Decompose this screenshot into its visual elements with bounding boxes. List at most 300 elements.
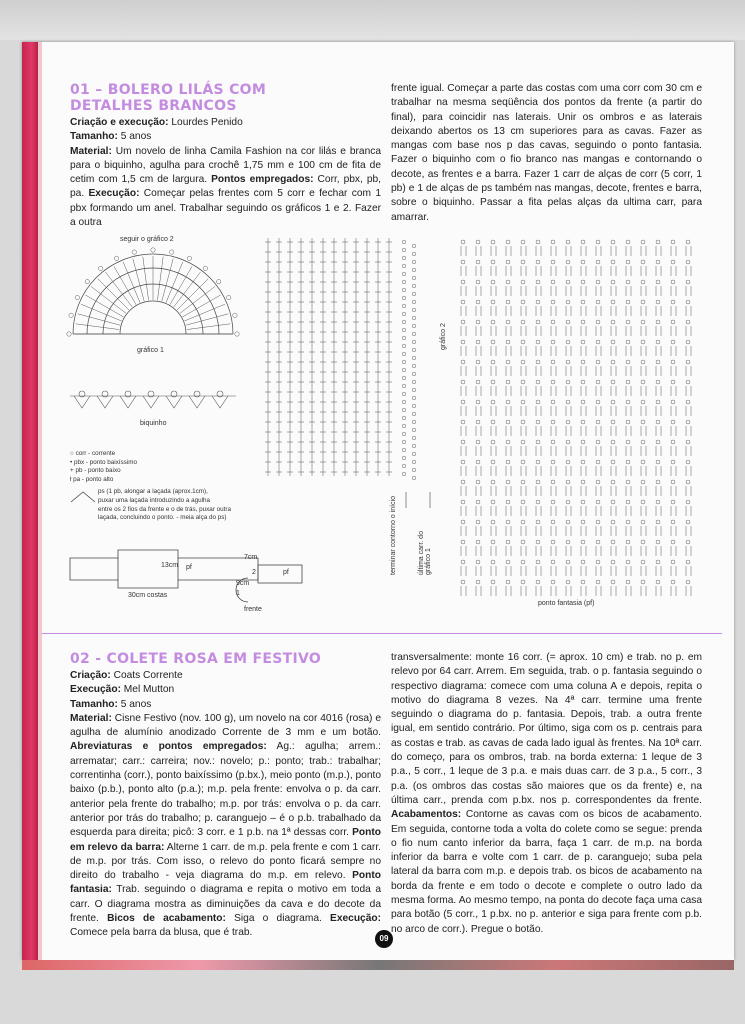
picot-label: Bicos de acabamento: bbox=[107, 913, 226, 925]
pf-chain bbox=[506, 460, 510, 464]
graph2-chain bbox=[402, 280, 406, 284]
execution-text: Começar pelas frentes com 5 corr e fechar com 1 pbx formando um anel. Trabalhar seguindo os gráficos 1 e 2. Fazer a outra bbox=[70, 188, 381, 229]
article1-size bbox=[70, 130, 381, 144]
pf-chain bbox=[476, 480, 480, 484]
picot-mark bbox=[166, 396, 182, 408]
pf-chain bbox=[566, 360, 570, 364]
pf-chain bbox=[521, 260, 525, 264]
pf-chain bbox=[476, 380, 480, 384]
pf-chain bbox=[506, 580, 510, 584]
pf-chain bbox=[566, 440, 570, 444]
pf-chain bbox=[671, 540, 675, 544]
material-label: Material: bbox=[70, 712, 112, 724]
pf-chain bbox=[461, 580, 465, 584]
graph2-chain bbox=[412, 244, 416, 248]
graph2-chain bbox=[402, 432, 406, 436]
legend-text: pa - ponto alto bbox=[73, 475, 114, 483]
label-frente: frente bbox=[244, 606, 262, 613]
pf-chain bbox=[491, 280, 495, 284]
pf-chain bbox=[641, 520, 645, 524]
pf-chain bbox=[521, 240, 525, 244]
pf-chain bbox=[536, 380, 540, 384]
pf-chain bbox=[536, 460, 540, 464]
section-divider bbox=[42, 633, 722, 634]
pf-chain bbox=[656, 480, 660, 484]
graph2-chain bbox=[412, 308, 416, 312]
pf-chain bbox=[626, 520, 630, 524]
pf-chain bbox=[461, 280, 465, 284]
pf-chain bbox=[476, 280, 480, 284]
legend-text: corr - corrente bbox=[75, 450, 116, 457]
graph2-chain bbox=[402, 416, 406, 420]
garment-schematic bbox=[68, 548, 308, 613]
relief-label: Ponto em relevo da barra: bbox=[70, 827, 381, 853]
pf-chain bbox=[491, 340, 495, 344]
label-grafico1: gráfico 1 bbox=[137, 347, 164, 354]
pf-chain bbox=[626, 320, 630, 324]
graph2-chain bbox=[412, 348, 416, 352]
fan-chain-loop bbox=[216, 279, 220, 283]
pf-chain bbox=[566, 400, 570, 404]
pf-chain bbox=[611, 380, 615, 384]
pf-chain bbox=[611, 260, 615, 264]
pf-chain bbox=[551, 260, 555, 264]
pf-chain bbox=[521, 480, 525, 484]
pf-chain bbox=[551, 540, 555, 544]
pf-chain bbox=[551, 520, 555, 524]
fan-chain-loop bbox=[226, 295, 230, 299]
pf-chain bbox=[641, 460, 645, 464]
size-value: 5 anos bbox=[117, 131, 152, 143]
pf-chain bbox=[596, 360, 600, 364]
graph2-chain bbox=[412, 260, 416, 264]
pf-chain bbox=[476, 260, 480, 264]
graph2-chain bbox=[412, 452, 416, 456]
graph2-chain bbox=[402, 424, 406, 428]
pf-chain bbox=[626, 380, 630, 384]
graph2-chain bbox=[412, 460, 416, 464]
pf-chain bbox=[551, 580, 555, 584]
pf-chain bbox=[686, 560, 690, 564]
fan-stitch bbox=[78, 314, 121, 325]
fan-chain-loop bbox=[114, 256, 118, 260]
finish-label: Acabamentos: bbox=[391, 809, 462, 821]
pf-chain bbox=[581, 340, 585, 344]
graph2-chain bbox=[412, 284, 416, 288]
picot-mark bbox=[74, 396, 90, 408]
pf-chain bbox=[611, 420, 615, 424]
pf-chain bbox=[461, 320, 465, 324]
pf-chain bbox=[581, 260, 585, 264]
pf-chain bbox=[656, 500, 660, 504]
pf-chain bbox=[611, 540, 615, 544]
pf-chain bbox=[551, 460, 555, 464]
pf-chain bbox=[461, 300, 465, 304]
label-terminar: terminar contorno o início bbox=[390, 496, 397, 575]
fancy-label: Ponto fantasia: bbox=[70, 870, 381, 896]
pf-chain bbox=[626, 240, 630, 244]
fan-stitch bbox=[98, 279, 129, 310]
graph2-chain bbox=[412, 444, 416, 448]
pf-chain bbox=[536, 260, 540, 264]
pf-chain bbox=[596, 520, 600, 524]
pf-chain bbox=[461, 560, 465, 564]
pf-chain bbox=[551, 380, 555, 384]
article1-right-text: frente igual. Começar a parte das costas com uma corr com 30 cm e trabalhar na mesma seqüência dos pontos da frente (a partir do final), para coincidir nas laterais. Unir os ombros e as laterais deixando abertos os 13 cm superiores para as cavas. Fazer as mangas com base nos p das cavas, seguindo o ponto fantasia. Fazer o biquinho com o fio branco nas mangas e contornando o decote, as frentes e a barra. Fazer 1 carr de alças de corr (5 corr, 1 pb) e 1 de alças de ps também nas mangas, decote, frentes e barra, sobre o biquinho. Passar a fita pelas alças da ultima carr, para amarrar. bbox=[391, 83, 702, 223]
picot-mark bbox=[143, 396, 159, 408]
pf-chain bbox=[521, 300, 525, 304]
pf-chain bbox=[671, 400, 675, 404]
graph2-chain bbox=[402, 320, 406, 324]
graph2-chain bbox=[412, 476, 416, 480]
pf-chain bbox=[491, 380, 495, 384]
pf-chain bbox=[506, 520, 510, 524]
pf-chain bbox=[521, 560, 525, 564]
pf-chain bbox=[566, 520, 570, 524]
pf-chain bbox=[521, 400, 525, 404]
pf-chain bbox=[491, 360, 495, 364]
pf-chain bbox=[671, 500, 675, 504]
pf-chain bbox=[611, 440, 615, 444]
material-label: Material: bbox=[70, 145, 112, 157]
picot-mark bbox=[212, 396, 228, 408]
creation-label: Criação: bbox=[70, 670, 111, 681]
legend-ps-icon bbox=[70, 490, 96, 504]
pf-chain bbox=[641, 320, 645, 324]
label-13cm: 13cm bbox=[161, 562, 179, 569]
label-ultima-carr: última carr. do gráfico 1 bbox=[418, 531, 432, 575]
graph2-chain bbox=[412, 388, 416, 392]
graph2-arrows bbox=[400, 490, 440, 510]
pf-chain bbox=[521, 460, 525, 464]
pf-chain bbox=[596, 300, 600, 304]
pf-chain bbox=[656, 300, 660, 304]
pf-chain bbox=[566, 240, 570, 244]
pf-chain bbox=[656, 260, 660, 264]
pf-chain bbox=[536, 520, 540, 524]
execution-label: Execução: bbox=[70, 684, 121, 696]
pf-chain bbox=[686, 300, 690, 304]
pf-chain bbox=[491, 500, 495, 504]
graph2-chain bbox=[412, 372, 416, 376]
pf-chain bbox=[566, 460, 570, 464]
execution-value: Mel Mutton bbox=[120, 684, 175, 696]
fan-stitch bbox=[157, 257, 163, 301]
graph2-chain bbox=[402, 272, 406, 276]
pf-chain bbox=[461, 540, 465, 544]
pf-chain bbox=[656, 360, 660, 364]
pf-chain bbox=[596, 440, 600, 444]
pf-chain bbox=[641, 240, 645, 244]
graph2-chain bbox=[412, 276, 416, 280]
relief-text: Alterne 1 carr. de m.p. pela frente e com 1 carr. de m.p. por trás. Com isso, o relevo do ponto ficará sempre no direito do trabalho - veja diagrama do m.p. em relevo. bbox=[70, 841, 381, 882]
graph2-chain bbox=[402, 240, 406, 244]
pf-chain bbox=[476, 520, 480, 524]
graph2-chain bbox=[402, 472, 406, 476]
pf-chain bbox=[506, 560, 510, 564]
pf-chain bbox=[476, 420, 480, 424]
pf-chain bbox=[521, 520, 525, 524]
pf-chain bbox=[611, 580, 615, 584]
pf-chain bbox=[461, 420, 465, 424]
graph2-chain bbox=[402, 256, 406, 260]
graph2-chain bbox=[402, 440, 406, 444]
pf-chain bbox=[596, 260, 600, 264]
label-7cm: 7cm bbox=[244, 554, 258, 561]
pf-chain bbox=[641, 260, 645, 264]
execution-label: Execução: bbox=[88, 188, 140, 200]
pf-chain bbox=[536, 480, 540, 484]
next-page-edge bbox=[22, 960, 734, 970]
pf-chain bbox=[566, 420, 570, 424]
scan-background bbox=[0, 0, 745, 40]
pf-chain bbox=[491, 260, 495, 264]
fan-chain-loop bbox=[85, 279, 89, 283]
pf-chain bbox=[551, 280, 555, 284]
article1-credits bbox=[70, 116, 381, 130]
fan-stitch bbox=[186, 314, 229, 325]
pf-chain bbox=[581, 400, 585, 404]
picot-mark bbox=[97, 396, 113, 408]
article2-body bbox=[70, 712, 381, 941]
fan-chain-loop bbox=[75, 295, 79, 299]
pf-chain bbox=[521, 360, 525, 364]
pf-chain bbox=[671, 520, 675, 524]
pf-chain bbox=[491, 320, 495, 324]
fancy-stitch-diagram bbox=[455, 236, 700, 598]
pf-chain bbox=[521, 380, 525, 384]
pf-chain bbox=[461, 260, 465, 264]
pf-chain bbox=[491, 540, 495, 544]
pf-chain bbox=[671, 580, 675, 584]
pf-chain bbox=[686, 460, 690, 464]
pf-chain bbox=[476, 440, 480, 444]
graph2-chain bbox=[412, 316, 416, 320]
pf-chain bbox=[581, 380, 585, 384]
picot-mark bbox=[189, 396, 205, 408]
graph2-chain bbox=[412, 468, 416, 472]
pf-chain bbox=[656, 400, 660, 404]
pf-chain bbox=[656, 340, 660, 344]
pf-chain bbox=[626, 560, 630, 564]
pf-chain bbox=[596, 460, 600, 464]
pf-chain bbox=[551, 500, 555, 504]
pf-chain bbox=[596, 380, 600, 384]
pf-chain bbox=[671, 420, 675, 424]
pf-chain bbox=[566, 580, 570, 584]
pf-chain bbox=[506, 440, 510, 444]
pf-chain bbox=[596, 420, 600, 424]
pf-chain bbox=[596, 540, 600, 544]
article1-title bbox=[70, 82, 381, 114]
pf-chain bbox=[596, 340, 600, 344]
article1-title-line1: 01 – BOLERO LILÁS COM bbox=[70, 82, 267, 98]
pf-chain bbox=[491, 580, 495, 584]
pf-chain bbox=[506, 480, 510, 484]
legend-text: ps (1 pb, alongar a laçada (aprox.1cm), bbox=[98, 488, 208, 496]
pf-chain bbox=[476, 400, 480, 404]
graph2-chain bbox=[412, 300, 416, 304]
fan-chain-loop bbox=[67, 332, 71, 336]
fan-stitch bbox=[187, 324, 231, 330]
fan-stitch bbox=[143, 257, 149, 301]
pf-chain bbox=[461, 380, 465, 384]
pf-chain bbox=[581, 460, 585, 464]
graph2-chain bbox=[402, 448, 406, 452]
pf-chain bbox=[686, 520, 690, 524]
pf-chain bbox=[551, 560, 555, 564]
pf-chain bbox=[686, 500, 690, 504]
pf-chain bbox=[686, 420, 690, 424]
pf-chain bbox=[641, 340, 645, 344]
pf-chain bbox=[686, 260, 690, 264]
pf-chain bbox=[596, 240, 600, 244]
fan-chain-loop bbox=[132, 250, 136, 254]
pf-chain bbox=[461, 240, 465, 244]
picot-text: Siga o diagrama. bbox=[225, 913, 331, 925]
legend-pa bbox=[70, 476, 231, 485]
page-number: 09 bbox=[375, 930, 393, 948]
pf-chain bbox=[656, 320, 660, 324]
pf-chain bbox=[506, 320, 510, 324]
pf-chain bbox=[536, 300, 540, 304]
pf-chain bbox=[506, 420, 510, 424]
pf-chain bbox=[626, 400, 630, 404]
pf-chain bbox=[476, 240, 480, 244]
pf-chain bbox=[521, 580, 525, 584]
label-costas: 30cm costas bbox=[128, 592, 168, 599]
pf-chain bbox=[641, 440, 645, 444]
legend-text: entre os 2 fios da frente e o de trás, puxar outra bbox=[98, 505, 232, 513]
label-9cm: 9cm bbox=[236, 580, 250, 587]
pf-chain bbox=[596, 320, 600, 324]
pf-chain bbox=[626, 340, 630, 344]
article2-right-column bbox=[391, 651, 702, 937]
pf-chain bbox=[686, 440, 690, 444]
pf-chain bbox=[686, 280, 690, 284]
size-label: Tamanho: bbox=[70, 131, 118, 143]
pf-chain bbox=[566, 280, 570, 284]
picot-mark bbox=[120, 396, 136, 408]
pf-chain bbox=[461, 500, 465, 504]
pf-chain bbox=[476, 320, 480, 324]
label-pf-frente: pf bbox=[283, 569, 289, 576]
material-text: Cisne Festivo (nov. 100 g), um novelo na cor 4016 (rosa) e agulha de alumínio anodizado Corrente de 3 mm e um botão. bbox=[70, 712, 381, 739]
legend-double-icon: ƚ bbox=[70, 475, 74, 483]
pf-chain bbox=[536, 580, 540, 584]
pf-chain bbox=[551, 420, 555, 424]
page-spine bbox=[22, 42, 38, 960]
legend-corr bbox=[70, 450, 231, 459]
pf-chain bbox=[476, 360, 480, 364]
pf-chain bbox=[611, 280, 615, 284]
pf-chain bbox=[551, 320, 555, 324]
pf-chain bbox=[656, 440, 660, 444]
fan-chain-loop bbox=[169, 250, 173, 254]
pf-chain bbox=[686, 400, 690, 404]
graph2-chain bbox=[412, 332, 416, 336]
size-label: Tamanho: bbox=[70, 698, 118, 710]
pf-chain bbox=[506, 340, 510, 344]
pf-chain bbox=[641, 420, 645, 424]
fan-chain-loop bbox=[203, 266, 207, 270]
abbr-label: Abreviaturas e pontos empregados: bbox=[70, 741, 267, 753]
pf-chain bbox=[611, 400, 615, 404]
pf-chain bbox=[626, 420, 630, 424]
fan-stitch bbox=[133, 259, 144, 302]
pf-chain bbox=[641, 560, 645, 564]
pf-chain bbox=[656, 380, 660, 384]
graph2-chain bbox=[402, 248, 406, 252]
pf-chain bbox=[671, 560, 675, 564]
article1-title-line2: DETALHES BRANCOS bbox=[70, 98, 237, 114]
pf-chain bbox=[626, 300, 630, 304]
legend-chain-icon: ○ bbox=[70, 450, 76, 457]
label-seguir-grafico2: seguir o gráfico 2 bbox=[120, 236, 174, 243]
pf-chain bbox=[551, 240, 555, 244]
graph2-chain bbox=[402, 344, 406, 348]
graph2-chain bbox=[402, 328, 406, 332]
pf-chain bbox=[461, 360, 465, 364]
pf-chain bbox=[521, 540, 525, 544]
pf-chain bbox=[656, 560, 660, 564]
pf-chain bbox=[551, 300, 555, 304]
graph2-chain bbox=[412, 428, 416, 432]
fan-chain-loop bbox=[235, 332, 239, 336]
pf-chain bbox=[686, 380, 690, 384]
pf-chain bbox=[566, 500, 570, 504]
pf-chain bbox=[536, 360, 540, 364]
graph2-chain bbox=[402, 296, 406, 300]
pf-chain bbox=[476, 460, 480, 464]
pf-chain bbox=[461, 520, 465, 524]
legend-text: pb - ponto baixo bbox=[75, 467, 121, 475]
pf-chain bbox=[566, 540, 570, 544]
label-ponto-fantasia: ponto fantasia (pf) bbox=[538, 600, 595, 607]
graph2-chain bbox=[402, 392, 406, 396]
graph2-chain bbox=[412, 436, 416, 440]
graph2-chain bbox=[402, 400, 406, 404]
pf-chain bbox=[506, 540, 510, 544]
fan-stitch bbox=[177, 279, 208, 310]
legend-ps bbox=[70, 488, 231, 522]
pf-chain bbox=[536, 420, 540, 424]
label-grafico2: gráfico 2 bbox=[440, 323, 447, 350]
pf-chain bbox=[506, 280, 510, 284]
graph2-chain bbox=[402, 312, 406, 316]
pf-chain bbox=[641, 380, 645, 384]
pf-chain bbox=[506, 500, 510, 504]
pf-chain bbox=[641, 360, 645, 364]
graph2-chain bbox=[412, 412, 416, 416]
legend-pb bbox=[70, 467, 231, 476]
pf-chain bbox=[581, 480, 585, 484]
pf-chain bbox=[521, 500, 525, 504]
graph2-chain bbox=[402, 304, 406, 308]
pf-chain bbox=[686, 340, 690, 344]
pf-chain bbox=[491, 420, 495, 424]
pf-chain bbox=[506, 300, 510, 304]
pf-chain bbox=[581, 540, 585, 544]
page-spine-highlight bbox=[38, 42, 42, 960]
graph2-chain bbox=[412, 324, 416, 328]
pf-chain bbox=[521, 420, 525, 424]
pf-chain bbox=[581, 320, 585, 324]
pf-chain bbox=[671, 340, 675, 344]
pf-chain bbox=[611, 360, 615, 364]
creation-value: Coats Corrente bbox=[110, 670, 183, 681]
pf-chain bbox=[671, 300, 675, 304]
